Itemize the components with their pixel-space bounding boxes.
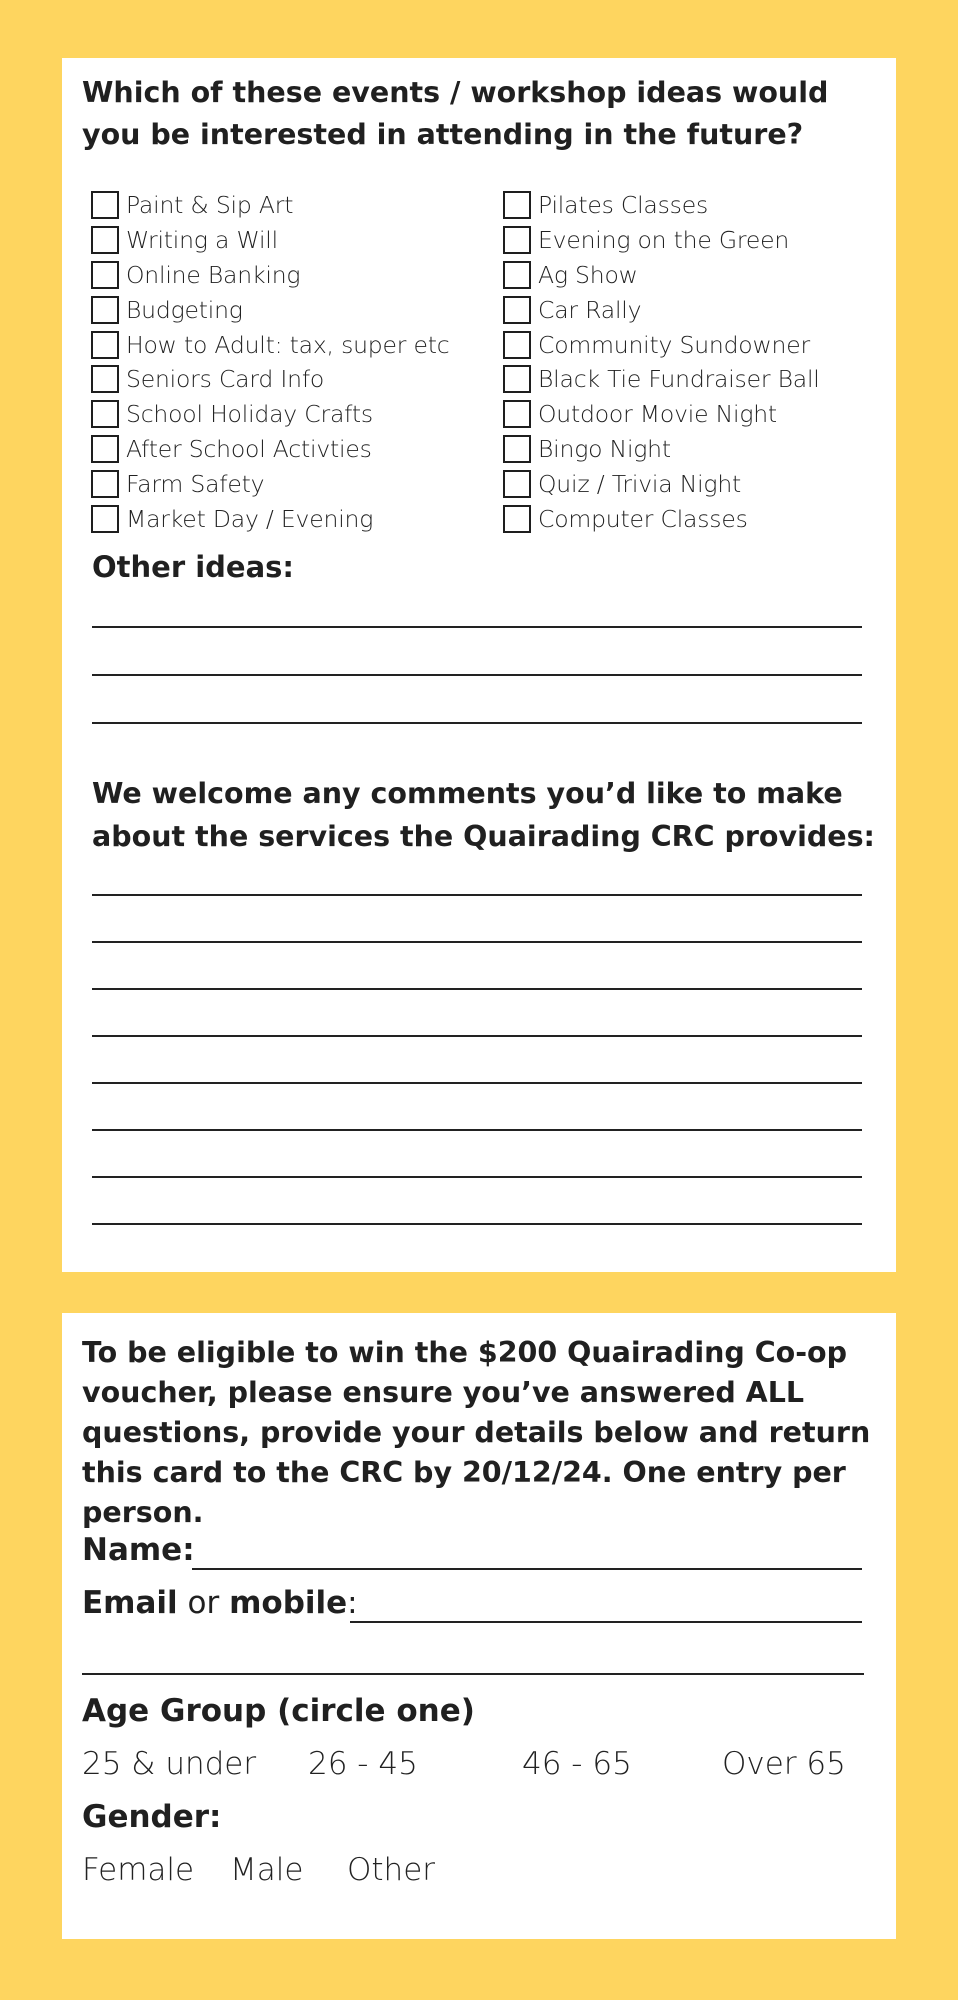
- option-after-school[interactable]: [91, 432, 450, 467]
- option-label: Evening on the Green: [538, 226, 790, 255]
- comment-line[interactable]: [92, 988, 862, 990]
- checkbox[interactable]: [91, 226, 119, 254]
- email-mobile-field[interactable]: [350, 1621, 862, 1623]
- option-community-sundowner[interactable]: [503, 327, 820, 362]
- age-option-25-under[interactable]: 25 & under: [82, 1746, 257, 1782]
- comments-prompt: We welcome any comments you’d like to make about the services the Quairading CRC provides:: [92, 777, 875, 853]
- option-label: Ag Show: [538, 260, 638, 289]
- checkbox[interactable]: [91, 365, 119, 393]
- survey-card: [62, 58, 896, 1272]
- checkbox[interactable]: [91, 435, 119, 463]
- contact-label: [82, 1585, 358, 1621]
- option-label: Car Rally: [538, 295, 642, 324]
- option-label: Seniors Card Info: [126, 365, 325, 394]
- option-label: How to Adult: tax, super etc: [126, 330, 450, 359]
- age-group-label: Age Group (circle one): [82, 1693, 475, 1729]
- comment-line[interactable]: [92, 1176, 862, 1178]
- checkbox[interactable]: [503, 365, 531, 393]
- checkbox[interactable]: [91, 191, 119, 219]
- email-mobile-field-continued[interactable]: [82, 1673, 864, 1675]
- checkbox[interactable]: [503, 191, 531, 219]
- option-label: Farm Safety: [126, 469, 265, 498]
- option-label: Quiz / Trivia Night: [538, 469, 742, 498]
- options-right-column: [503, 188, 820, 536]
- age-option-over-65[interactable]: Over 65: [722, 1746, 846, 1782]
- option-quiz-trivia[interactable]: [503, 466, 820, 501]
- option-seniors-card[interactable]: [91, 362, 450, 397]
- checkbox[interactable]: [91, 261, 119, 289]
- option-label: Black Tie Fundraiser Ball: [538, 365, 820, 394]
- option-label: Online Banking: [126, 260, 301, 289]
- email-label: Email: [82, 1585, 178, 1621]
- events-question: Which of these events / workshop ideas would you be interested in attending in the future?: [82, 76, 829, 151]
- name-label-text: Name:: [82, 1532, 195, 1568]
- checkbox[interactable]: [503, 470, 531, 498]
- checkbox[interactable]: [503, 331, 531, 359]
- option-school-holiday-crafts[interactable]: [91, 397, 450, 432]
- checkbox[interactable]: [503, 400, 531, 428]
- checkbox[interactable]: [91, 331, 119, 359]
- option-online-banking[interactable]: [91, 258, 450, 293]
- option-how-to-adult[interactable]: [91, 327, 450, 362]
- option-label: School Holiday Crafts: [126, 400, 373, 429]
- checkbox[interactable]: [503, 505, 531, 533]
- option-label: After School Activties: [126, 434, 372, 463]
- entry-card: [62, 1313, 896, 1939]
- option-label: Pilates Classes: [538, 191, 709, 220]
- option-market-day[interactable]: [91, 501, 450, 536]
- gender-option-other[interactable]: Other: [347, 1852, 436, 1888]
- option-paint-sip[interactable]: [91, 188, 450, 223]
- option-label: Bingo Night: [538, 434, 671, 463]
- checkbox[interactable]: [503, 435, 531, 463]
- other-ideas-label: Other ideas:: [92, 550, 295, 584]
- checkbox[interactable]: [91, 505, 119, 533]
- name-field[interactable]: [192, 1568, 862, 1570]
- option-label: Outdoor Movie Night: [538, 400, 777, 429]
- option-pilates[interactable]: [503, 188, 820, 223]
- name-label: [82, 1532, 195, 1568]
- option-budgeting[interactable]: [91, 292, 450, 327]
- comment-line[interactable]: [92, 1035, 862, 1037]
- comment-line[interactable]: [92, 1129, 862, 1131]
- other-ideas-line[interactable]: [92, 722, 862, 724]
- comment-line[interactable]: [92, 1223, 862, 1225]
- other-ideas-line[interactable]: [92, 626, 862, 628]
- option-label: Computer Classes: [538, 504, 748, 533]
- option-label: Paint & Sip Art: [126, 191, 294, 220]
- checkbox[interactable]: [91, 400, 119, 428]
- option-black-tie-ball[interactable]: [503, 362, 820, 397]
- comment-line[interactable]: [92, 941, 862, 943]
- option-evening-green[interactable]: [503, 223, 820, 258]
- gender-option-female[interactable]: Female: [82, 1852, 195, 1888]
- option-computer-classes[interactable]: [503, 501, 820, 536]
- option-label: Writing a Will: [126, 226, 278, 255]
- checkbox[interactable]: [503, 296, 531, 324]
- checkbox[interactable]: [91, 470, 119, 498]
- option-outdoor-movie[interactable]: [503, 397, 820, 432]
- option-car-rally[interactable]: [503, 292, 820, 327]
- option-label: Budgeting: [126, 295, 243, 324]
- checkbox[interactable]: [91, 296, 119, 324]
- or-text: or: [187, 1585, 220, 1621]
- other-ideas-line[interactable]: [92, 674, 862, 676]
- age-option-26-45[interactable]: 26 - 45: [308, 1746, 418, 1782]
- gender-option-male[interactable]: Male: [230, 1852, 304, 1888]
- mobile-label: mobile: [229, 1585, 348, 1621]
- gender-label: Gender:: [82, 1799, 222, 1835]
- option-label: Market Day / Evening: [126, 504, 374, 533]
- option-farm-safety[interactable]: [91, 466, 450, 501]
- entry-instructions: To be eligible to win the $200 Quairading Co-op voucher, please ensure you’ve answered ALL questions, provide your details below and return this card to the CRC by 20/12/24. One entry per person.: [82, 1336, 871, 1529]
- checkbox[interactable]: [503, 261, 531, 289]
- colon: :: [347, 1585, 358, 1621]
- options-left-column: [91, 188, 450, 536]
- option-writing-will[interactable]: [91, 223, 450, 258]
- option-ag-show[interactable]: [503, 258, 820, 293]
- comment-line[interactable]: [92, 1082, 862, 1084]
- comment-line[interactable]: [92, 894, 862, 896]
- age-option-46-65[interactable]: 46 - 65: [522, 1746, 632, 1782]
- option-bingo[interactable]: [503, 432, 820, 467]
- checkbox[interactable]: [503, 226, 531, 254]
- option-label: Community Sundowner: [538, 330, 810, 359]
